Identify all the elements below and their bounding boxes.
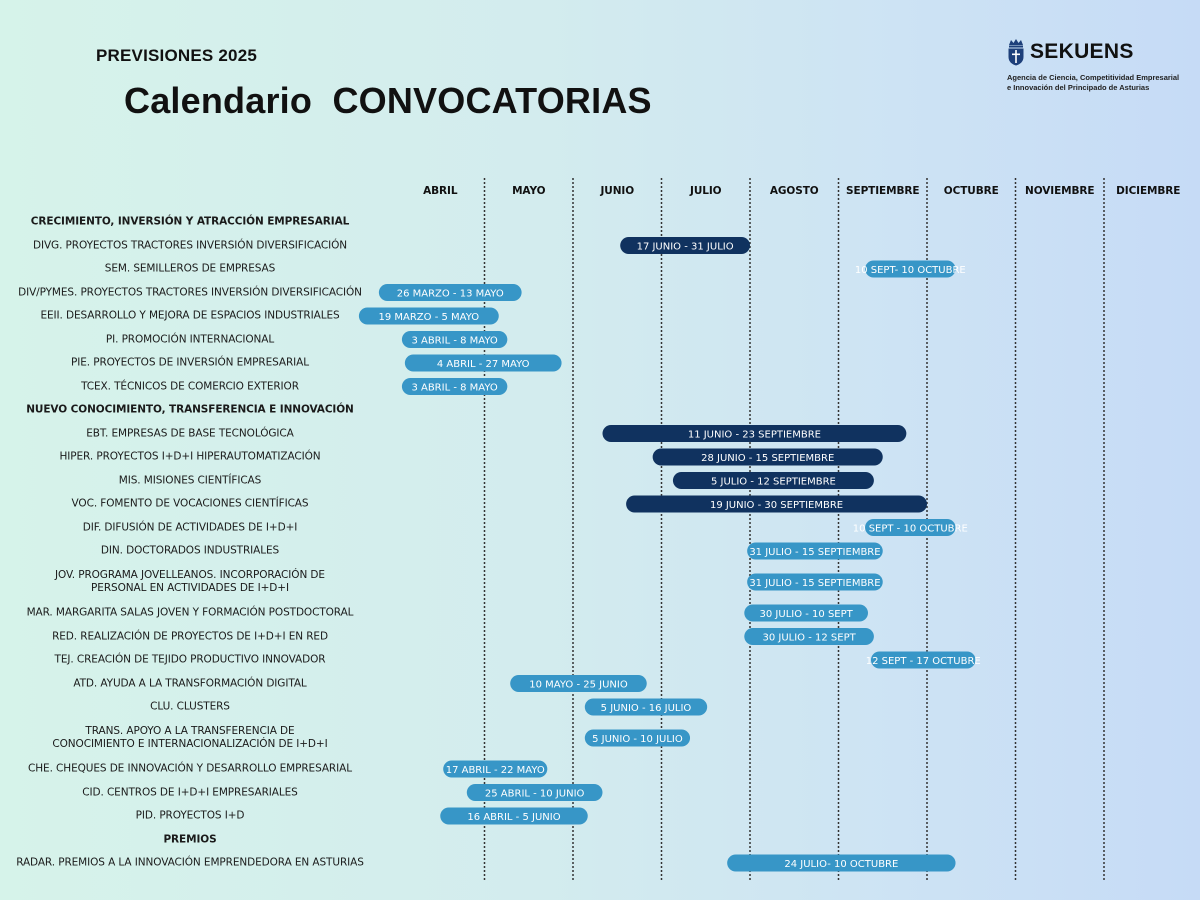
gantt-bar-label: 28 JUNIO - 15 SEPTIEMBRE — [701, 452, 835, 464]
gantt-bar-label: 3 ABRIL - 8 MAYO — [411, 335, 498, 347]
row-label: CLU. CLUSTERS — [150, 700, 230, 713]
row-label: PID. PROYECTOS I+D — [135, 809, 245, 822]
gantt-bar-label: 30 JULIO - 10 SEPT — [759, 608, 853, 620]
row-label: CHE. CHEQUES DE INNOVACIÓN Y DESARROLLO EMPRESARIAL — [28, 762, 352, 775]
gantt-bar-label: 10 SEPT- 10 OCTUBRE — [854, 264, 966, 276]
month-header-julio: JULIO — [690, 185, 722, 197]
row-label: RADAR. PREMIOS A LA INNOVACIÓN EMPRENDEDORA EN ASTURIAS — [16, 856, 364, 869]
logo-tagline-line-2: e Innovación del Principado de Asturias — [1007, 82, 1150, 92]
gantt-bar-label: 11 JUNIO - 23 SEPTIEMBRE — [687, 429, 822, 441]
row-label: HIPER. PROYECTOS I+D+I HIPERAUTOMATIZACIÓN — [59, 450, 321, 463]
row-label: PIE. PROYECTOS DE INVERSIÓN EMPRESARIAL — [71, 356, 309, 369]
row-label: EEII. DESARROLLO Y MEJORA DE ESPACIOS INDUSTRIALES — [40, 309, 340, 322]
row-label: DIN. DOCTORADOS INDUSTRIALES — [100, 544, 280, 557]
row-label: VOC. FOMENTO DE VOCACIONES CIENTÍFICAS — [71, 497, 309, 510]
section-heading: NUEVO CONOCIMIENTO, TRANSFERENCIA E INNOVACIÓN — [26, 403, 354, 416]
gantt-bar-label: 16 ABRIL - 5 JUNIO — [467, 811, 561, 823]
month-header-junio: JUNIO — [600, 185, 635, 197]
row-label: DIF. DIFUSIÓN DE ACTIVIDADES DE I+D+I — [82, 521, 298, 533]
gantt-bar-label: 5 JUNIO - 16 JULIO — [600, 702, 692, 714]
gantt-bar-label: 24 JULIO- 10 OCTUBRE — [784, 858, 899, 870]
gantt-bar-label: 5 JULIO - 12 SEPTIEMBRE — [710, 476, 836, 488]
row-label: DIV/PYMES. PROYECTOS TRACTORES INVERSIÓN DIVERSIFICACIÓN — [18, 286, 362, 298]
row-label: ATD. AYUDA A LA TRANSFORMACIÓN DIGITAL — [73, 677, 307, 689]
gantt-bar-label: 19 MARZO - 5 MAYO — [378, 311, 480, 323]
logo-name: SEKUENS — [1030, 40, 1134, 63]
gantt-bar-label: 3 ABRIL - 8 MAYO — [411, 382, 498, 394]
row-label: JOV. PROGRAMA JOVELLEANOS. INCORPORACIÓN DE PERSONAL EN ACTIVIDADES DE I+D+I — [55, 569, 325, 594]
gantt-bar-label: 19 JUNIO - 30 SEPTIEMBRE — [709, 499, 844, 511]
row-label: CID. CENTROS DE I+D+I EMPRESARIALES — [82, 786, 298, 798]
gantt-bar-label: 26 MARZO - 13 MAYO — [396, 288, 504, 300]
row-label: TEJ. CREACIÓN DE TEJIDO PRODUCTIVO INNOVADOR — [54, 653, 326, 666]
gantt-bar-label: 10 MAYO - 25 JUNIO — [529, 679, 628, 691]
row-label: DIVG. PROYECTOS TRACTORES INVERSIÓN DIVERSIFICACIÓN — [32, 239, 348, 251]
gantt-bar-label: 30 JULIO - 12 SEPT — [762, 632, 856, 644]
month-header-diciembre: DICIEMBRE — [1116, 185, 1181, 197]
month-header-octubre: OCTUBRE — [943, 185, 999, 197]
gantt-bar-label: 12 SEPT - 17 OCTUBRE — [865, 655, 981, 667]
page-subtitle: PREVISIONES 2025 — [96, 46, 257, 65]
gantt-bar-label: 5 JUNIO - 10 JULIO — [592, 733, 683, 745]
gantt-bar-label: 10 SEPT - 10 OCTUBRE — [852, 523, 968, 535]
month-header-noviembre: NOVIEMBRE — [1025, 185, 1095, 197]
logo-tagline-line-1: Agencia de Ciencia, Competitividad Empresarial — [1007, 73, 1180, 82]
month-header-septiembre: SEPTIEMBRE — [846, 185, 920, 197]
month-header-abril: ABRIL — [423, 185, 458, 197]
month-header-agosto: AGOSTO — [769, 185, 819, 197]
gantt-bar-label: 4 ABRIL - 27 MAYO — [436, 358, 530, 370]
row-label: MAR. MARGARITA SALAS JOVEN Y FORMACIÓN POSTDOCTORAL — [26, 606, 354, 619]
row-label: RED. REALIZACIÓN DE PROYECTOS DE I+D+I EN RED — [52, 630, 328, 642]
gantt-bar-label: 31 JULIO - 15 SEPTIEMBRE — [749, 546, 881, 558]
gantt-bar-label: 17 JUNIO - 31 JULIO — [636, 241, 734, 253]
row-label: TRANS. APOYO A LA TRANSFERENCIA DE CONOCIMIENTO E INTERNACIONALIZACIÓN DE I+D+I — [52, 725, 328, 750]
row-label: TCEX. TÉCNICOS DE COMERCIO EXTERIOR — [81, 380, 299, 392]
row-label: PI. PROMOCIÓN INTERNACIONAL — [105, 333, 275, 345]
gantt-bar-label: 17 ABRIL - 22 MAYO — [445, 764, 545, 776]
gantt-bar-label: 31 JULIO - 15 SEPTIEMBRE — [749, 577, 881, 589]
section-heading: CRECIMIENTO, INVERSIÓN Y ATRACCIÓN EMPRESARIAL — [30, 215, 350, 228]
section-heading: PREMIOS — [163, 833, 217, 845]
row-label: MIS. MISIONES CIENTÍFICAS — [118, 474, 262, 486]
row-label: EBT. EMPRESAS DE BASE TECNOLÓGICA — [86, 427, 294, 439]
gantt-bar-label: 25 ABRIL - 10 JUNIO — [484, 788, 585, 800]
month-header-mayo: MAYO — [512, 185, 546, 197]
row-label: SEM. SEMILLEROS DE EMPRESAS — [104, 262, 276, 275]
page-title: Calendario CONVOCATORIAS — [124, 80, 652, 121]
